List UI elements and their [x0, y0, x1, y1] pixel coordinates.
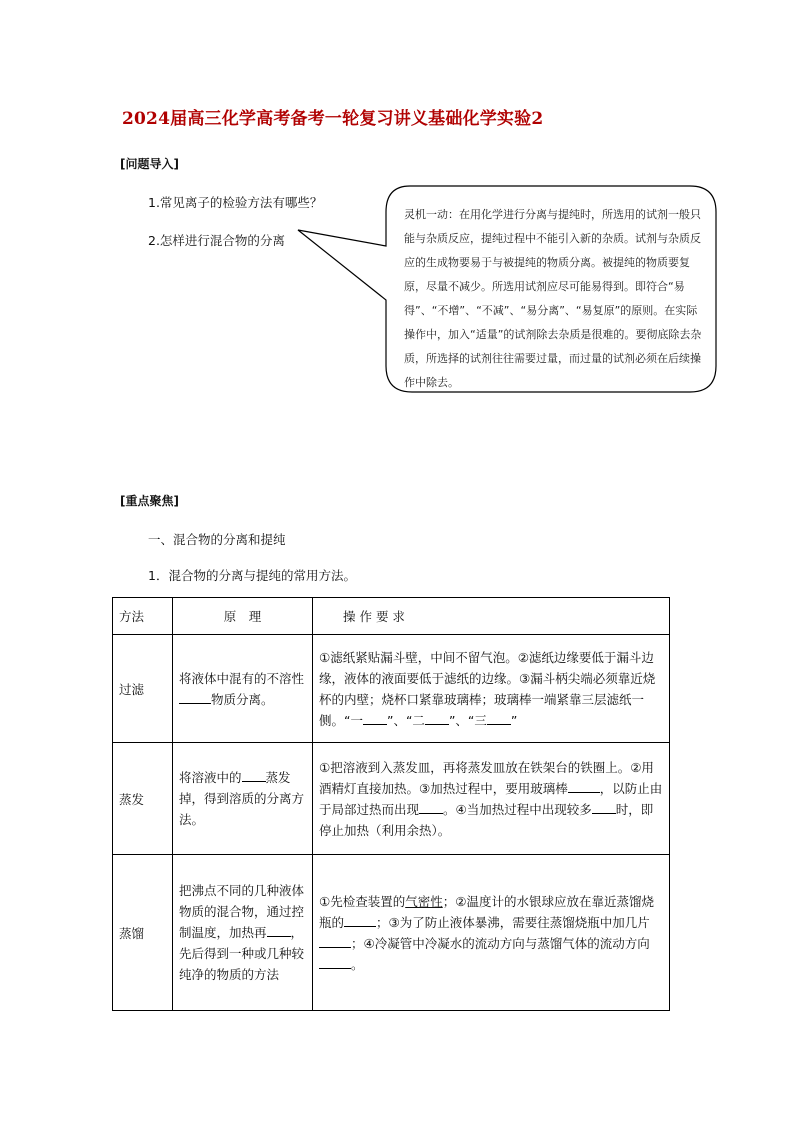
header-requirement: 操 作 要 求 — [313, 598, 670, 635]
subsection-title: 1．混合物的分离与提纯的常用方法。 — [148, 568, 356, 583]
table-row — [113, 635, 670, 743]
principle-cell: 将溶液中的 蒸发掉，得到溶质的分离方法。 — [173, 743, 313, 855]
table-header-row — [113, 598, 670, 635]
requirement-cell: ①滤纸紧贴漏斗壁，中间不留气泡。②滤纸边缘要低于漏斗边缘，液体的液面要低于滤纸的边缘。③漏斗柄尖端必须靠近烧杯的内壁；烧杯口紧靠玻璃棒；玻璃棒一端紧靠三层滤纸一侧。“一 ”、“二 ”、“三 ” — [313, 635, 670, 743]
section-title: 一、混合物的分离和提纯 — [148, 532, 286, 547]
page-title: 2024届高三化学高考备考一轮复习讲义基础化学实验2 — [122, 109, 544, 129]
table-row — [113, 855, 670, 1011]
focus-heading: [重点聚焦] — [120, 494, 179, 508]
header-method: 方法 — [113, 598, 173, 635]
header-principle: 原 理 — [173, 598, 313, 635]
separation-methods-table — [112, 597, 670, 1011]
requirement-cell: ①先检查装置的气密性；②温度计的水银球应放在靠近蒸馏烧瓶的 ；③为了防止液体暴沸，需要往蒸馏烧瓶中加几片；④冷凝管中冷凝水的流动方向与蒸馏气体的流动方向。 — [313, 855, 670, 1011]
requirement-cell: ①把溶液到入蒸发皿，再将蒸发皿放在铁架台的铁圈上。②用酒精灯直接加热。③加热过程中，要用玻璃棒 ，以防止由于局部过热而出现 。④当加热过程中出现较多 时，即停止加热（利用余热）。 — [313, 743, 670, 855]
table-row — [113, 743, 670, 855]
method-cell: 蒸发 — [113, 743, 173, 855]
principle-cell: 将液体中混有的不溶性物质分离。 — [173, 635, 313, 743]
question-2: 2.怎样进行混合物的分离 — [148, 233, 285, 248]
intro-heading: [问题导入] — [120, 157, 179, 171]
speech-bubble-text: 灵机一动：在用化学进行分离与提纯时，所选用的试剂一般只能与杂质反应，提纯过程中不能引入新的杂质。试剂与杂质反应的生成物要易于与被提纯的物质分离。被提纯的物质要复原，尽量不减少。所选用试剂应尽可能易得到。即符合“易得”、“不增”、“不减”、“易分离”、“易复原”的原则。在实际操作中，加入“适量”的试剂除去杂质是很难的。要彻底除去杂质，所选择的试剂往往需要过量，而过量的试剂必须在后续操作中除去。 — [404, 208, 702, 389]
principle-cell: 把沸点不同的几种液体物质的混合物，通过控制温度，加热再 ，先后得到一种或几种较纯净的物质的方法 — [173, 855, 313, 1011]
method-cell: 过滤 — [113, 635, 173, 743]
question-1: 1.常见离子的检验方法有哪些？ — [148, 195, 323, 210]
method-cell: 蒸馏 — [113, 855, 173, 1011]
